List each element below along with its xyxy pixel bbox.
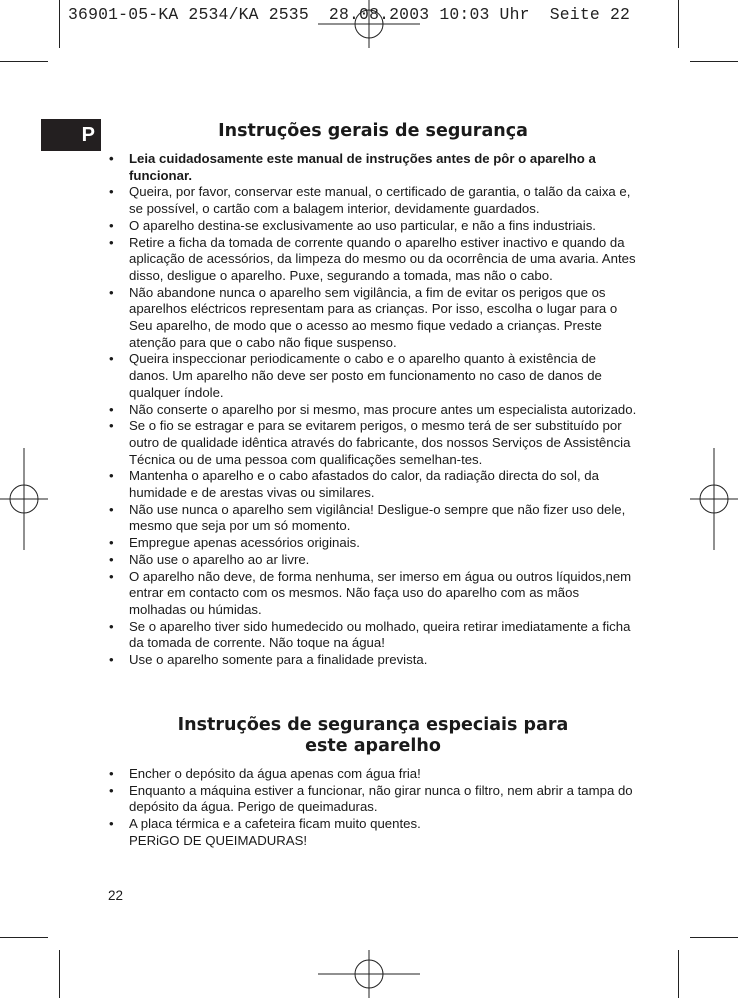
crop-mark [0,61,48,62]
bullet-icon: • [109,351,114,367]
list-item [108,816,638,849]
list-item-text: A placa térmica e a cafeteira ficam muito quentes. [129,816,421,832]
special-safety-list [108,766,638,850]
list-item-text: Encher o depósito da água apenas com água fria! [129,766,421,781]
registration-mark-bottom-icon [318,950,420,998]
list-item-text: Não use o aparelho ao ar livre. [129,551,310,567]
list-item [108,766,638,783]
list-item [108,783,638,816]
list-item-text: Retire a ficha da tomada de corrente quando o aparelho estiver inactivo e quando da aplicação de acessórios, da limpeza do mesmo ou da ocorrência de uma avaria. Antes disso, desligue o aparelho. Puxe, segurando a tomada, mas não o cabo. [129,234,636,283]
list-item-text: Queira, por favor, conservar este manual, o certificado de garantia, o talão da caixa e, se possível, o cartão com a balagem interior, devidamente guardados. [129,184,631,217]
list-item-text: Mantenha o aparelho e o cabo afastados do calor, da radiação directa do sol, da humidade e de arestas vivas ou similares. [129,468,599,501]
list-item-text: Não abandone nunca o aparelho sem vigilância, a fim de evitar os perigos que os aparelhos eléctricos representam para as crianças. Por isso, escolha o lugar para o Seu aparelho, de modo que o acesso ao mesmo fique vedado a crianças. Preste atenção para que o cabo não fique suspenso. [129,284,618,350]
crop-mark [59,950,60,998]
section-title-line: Instruções de segurança especiais para [177,715,569,735]
list-item [108,218,638,235]
bullet-icon: • [109,184,114,200]
crop-mark [690,61,738,62]
list-item [108,184,638,217]
bullet-icon: • [109,468,114,484]
bullet-icon: • [109,284,114,300]
crop-mark [690,937,738,938]
list-item-text: Enquanto a máquina estiver a funcionar, não girar nunca o filtro, nem abrir a tampa do depósito da água. Perigo de queimaduras. [129,782,633,815]
list-item [108,535,638,552]
list-item-text: Queira inspeccionar periodicamente o cabo e o aparelho quanto à existência de danos. Um aparelho não deve ser posto em funcionamento no caso de danos de qualquer índole. [129,351,602,400]
bullet-icon: • [109,652,114,668]
bullet-icon: • [109,766,114,781]
list-item [108,285,638,352]
list-item [108,151,638,184]
list-item-text: Leia cuidadosamente este manual de instruções antes de pôr o aparelho a funcionar. [129,151,596,183]
bullet-icon: • [109,217,114,233]
list-item [108,418,638,468]
bullet-icon: • [109,151,114,166]
bullet-icon: • [109,782,114,798]
list-item-text: O aparelho destina-se exclusivamente ao uso particular, e não a fins industriais. [129,217,596,233]
bullet-icon: • [109,418,114,434]
bullet-icon: • [109,816,114,832]
bullet-icon: • [109,618,114,634]
list-item [108,402,638,419]
bullet-icon: • [109,568,114,584]
print-header: 36901-05-KA 2534/KA 2535 28.08.2003 10:03 Uhr Seite 22 [68,5,631,24]
bullet-icon: • [109,551,114,567]
registration-mark-top-icon [318,0,420,48]
list-item [108,468,638,501]
crop-mark [59,0,60,48]
bullet-icon: • [109,535,114,551]
language-tab: P [41,119,101,151]
list-item [108,502,638,535]
page-number: 22 [108,888,124,903]
bullet-icon: • [109,501,114,517]
list-item-text: Se o fio se estragar e para se evitarem perigos, o mesmo terá de ser substituído por outro de qualidade idêntica através do fabricante, dos nossos Serviços de Assistência Técnica ou de uma pessoa com qualificações semelhan-tes. [129,418,631,467]
crop-mark [678,0,679,48]
list-item-text: Não use nunca o aparelho sem vigilância! Desligue-o sempre que não fizer uso dele, mesmo que seja por um só momento. [129,501,626,534]
bullet-icon: • [109,401,114,417]
list-item [108,351,638,401]
list-item [108,552,638,569]
general-safety-list [108,151,638,669]
list-item-text: Se o aparelho tiver sido humedecido ou molhado, queira retirar imediatamente a ficha da tomada de corrente. Não toque na água! [129,618,631,651]
list-item [108,619,638,652]
list-item-text: Empregue apenas acessórios originais. [129,535,360,551]
list-item [108,235,638,285]
list-item [108,652,638,669]
list-item-text: Não conserte o aparelho por si mesmo, mas procure antes um especialista autorizado. [129,401,637,417]
list-item [108,569,638,619]
registration-mark-left-icon [0,448,48,550]
bullet-icon: • [109,234,114,250]
list-item-text: Use o aparelho somente para a finalidade prevista. [129,652,428,668]
list-item-text: O aparelho não deve, de forma nenhuma, ser imerso em água ou outros líquidos,nem entrar em contacto com os mesmos. Não faça uso do aparelho com as mãos molhadas ou húmidas. [129,568,632,617]
crop-mark [678,950,679,998]
section-title-general-safety: Instruções gerais de segurança [218,121,528,141]
section-title-special-safety [108,715,638,757]
section-title-line: este aparelho [305,736,441,756]
list-item-text: PERiGO DE QUEIMADURAS! [129,832,308,848]
registration-mark-right-icon [690,448,738,550]
crop-mark [0,937,48,938]
